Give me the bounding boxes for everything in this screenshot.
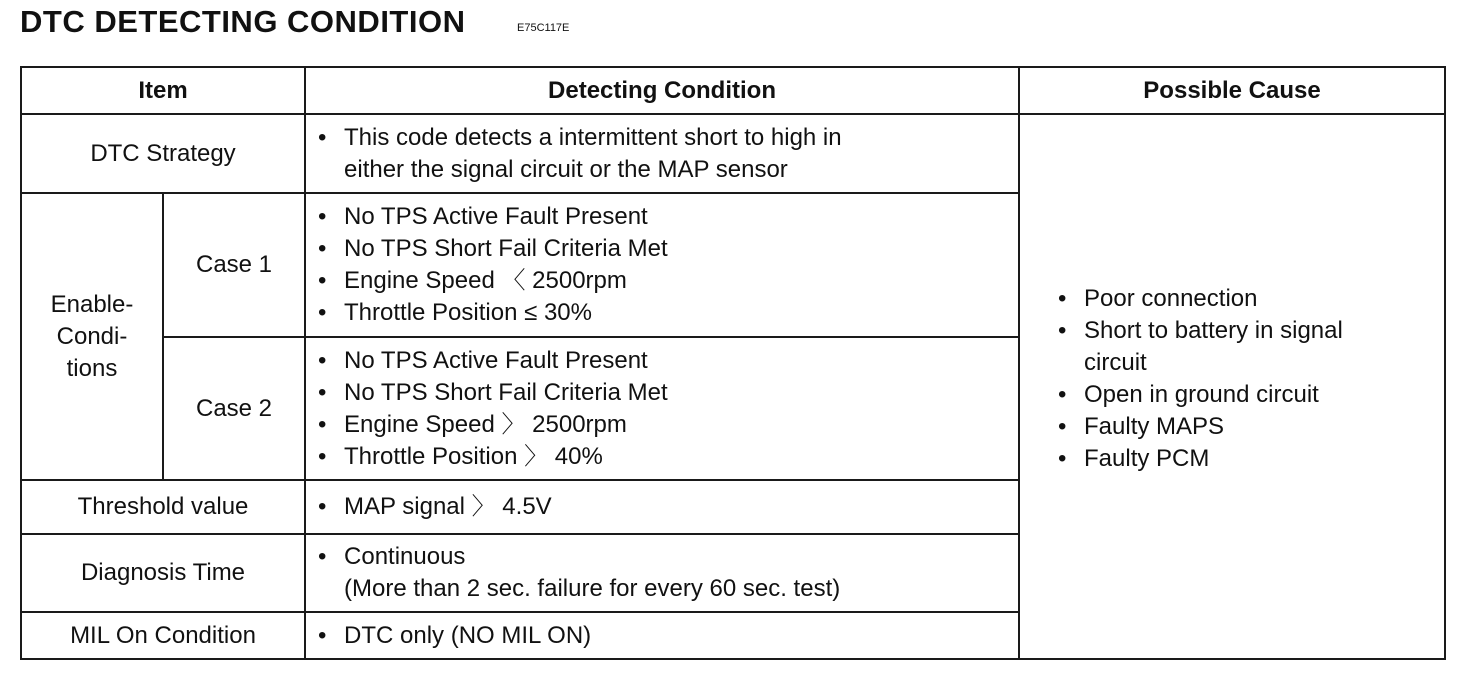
cause-item: • Open in ground circuit <box>1084 379 1444 411</box>
strategy-line-1: • This code detects a intermittent short to high in <box>344 123 842 151</box>
condition-item: • No TPS Active Fault Present <box>344 345 1018 377</box>
case-2-label: Case 2 <box>163 337 305 480</box>
item-dtc-strategy: DTC Strategy <box>21 114 305 193</box>
header-row <box>21 67 1445 114</box>
condition-item: • DTC only (NO MIL ON) <box>344 620 1018 652</box>
diagnosis-line-2: (More than 2 sec. failure for every 60 sec. test) <box>344 575 841 602</box>
condition-item: • Throttle Position ≤ 30% <box>344 297 1018 329</box>
cause-item: • Short to battery in signal circuit <box>1084 315 1444 379</box>
condition-item: • Throttle Position 〉 40% <box>344 441 1018 473</box>
header-detecting-condition: Detecting Condition <box>305 67 1019 114</box>
condition-item: • MAP signal 〉 4.5V <box>344 491 1018 523</box>
table-row <box>21 114 1445 193</box>
strategy-condition <box>305 114 1019 193</box>
case-2-conditions <box>305 337 1019 480</box>
strategy-line-2: either the signal circuit or the MAP sensor <box>344 155 788 183</box>
page-title: DTC DETECTING CONDITION <box>20 4 466 39</box>
case-1-conditions <box>305 193 1019 337</box>
dtc-table <box>20 66 1446 660</box>
item-threshold-value: Threshold value <box>21 480 305 534</box>
condition-item: • No TPS Active Fault Present <box>344 201 1018 233</box>
item-diagnosis-time: Diagnosis Time <box>21 534 305 612</box>
header-possible-cause: Possible Cause <box>1019 67 1445 114</box>
header-item: Item <box>21 67 305 114</box>
cause-item: • Poor connection <box>1084 283 1444 315</box>
mil-condition <box>305 612 1019 659</box>
condition-item: • No TPS Short Fail Criteria Met <box>344 377 1018 409</box>
possible-cause-cell <box>1019 114 1445 659</box>
case-1-label: Case 1 <box>163 193 305 337</box>
figure-code: E75C117E <box>517 22 570 34</box>
cause-item: • Faulty PCM <box>1084 443 1444 475</box>
diagnosis-line-1: • Continuous <box>344 543 466 570</box>
threshold-condition <box>305 480 1019 534</box>
condition-item: • No TPS Short Fail Criteria Met <box>344 233 1018 265</box>
cause-item: • Faulty MAPS <box>1084 411 1444 443</box>
condition-item: • Engine Speed 〉 2500rpm <box>344 409 1018 441</box>
diagnosis-condition <box>305 534 1019 612</box>
item-mil-on-condition: MIL On Condition <box>21 612 305 659</box>
item-enable-conditions: Enable- Condi- tions <box>21 193 163 480</box>
condition-item: • Engine Speed 〈 2500rpm <box>344 265 1018 297</box>
